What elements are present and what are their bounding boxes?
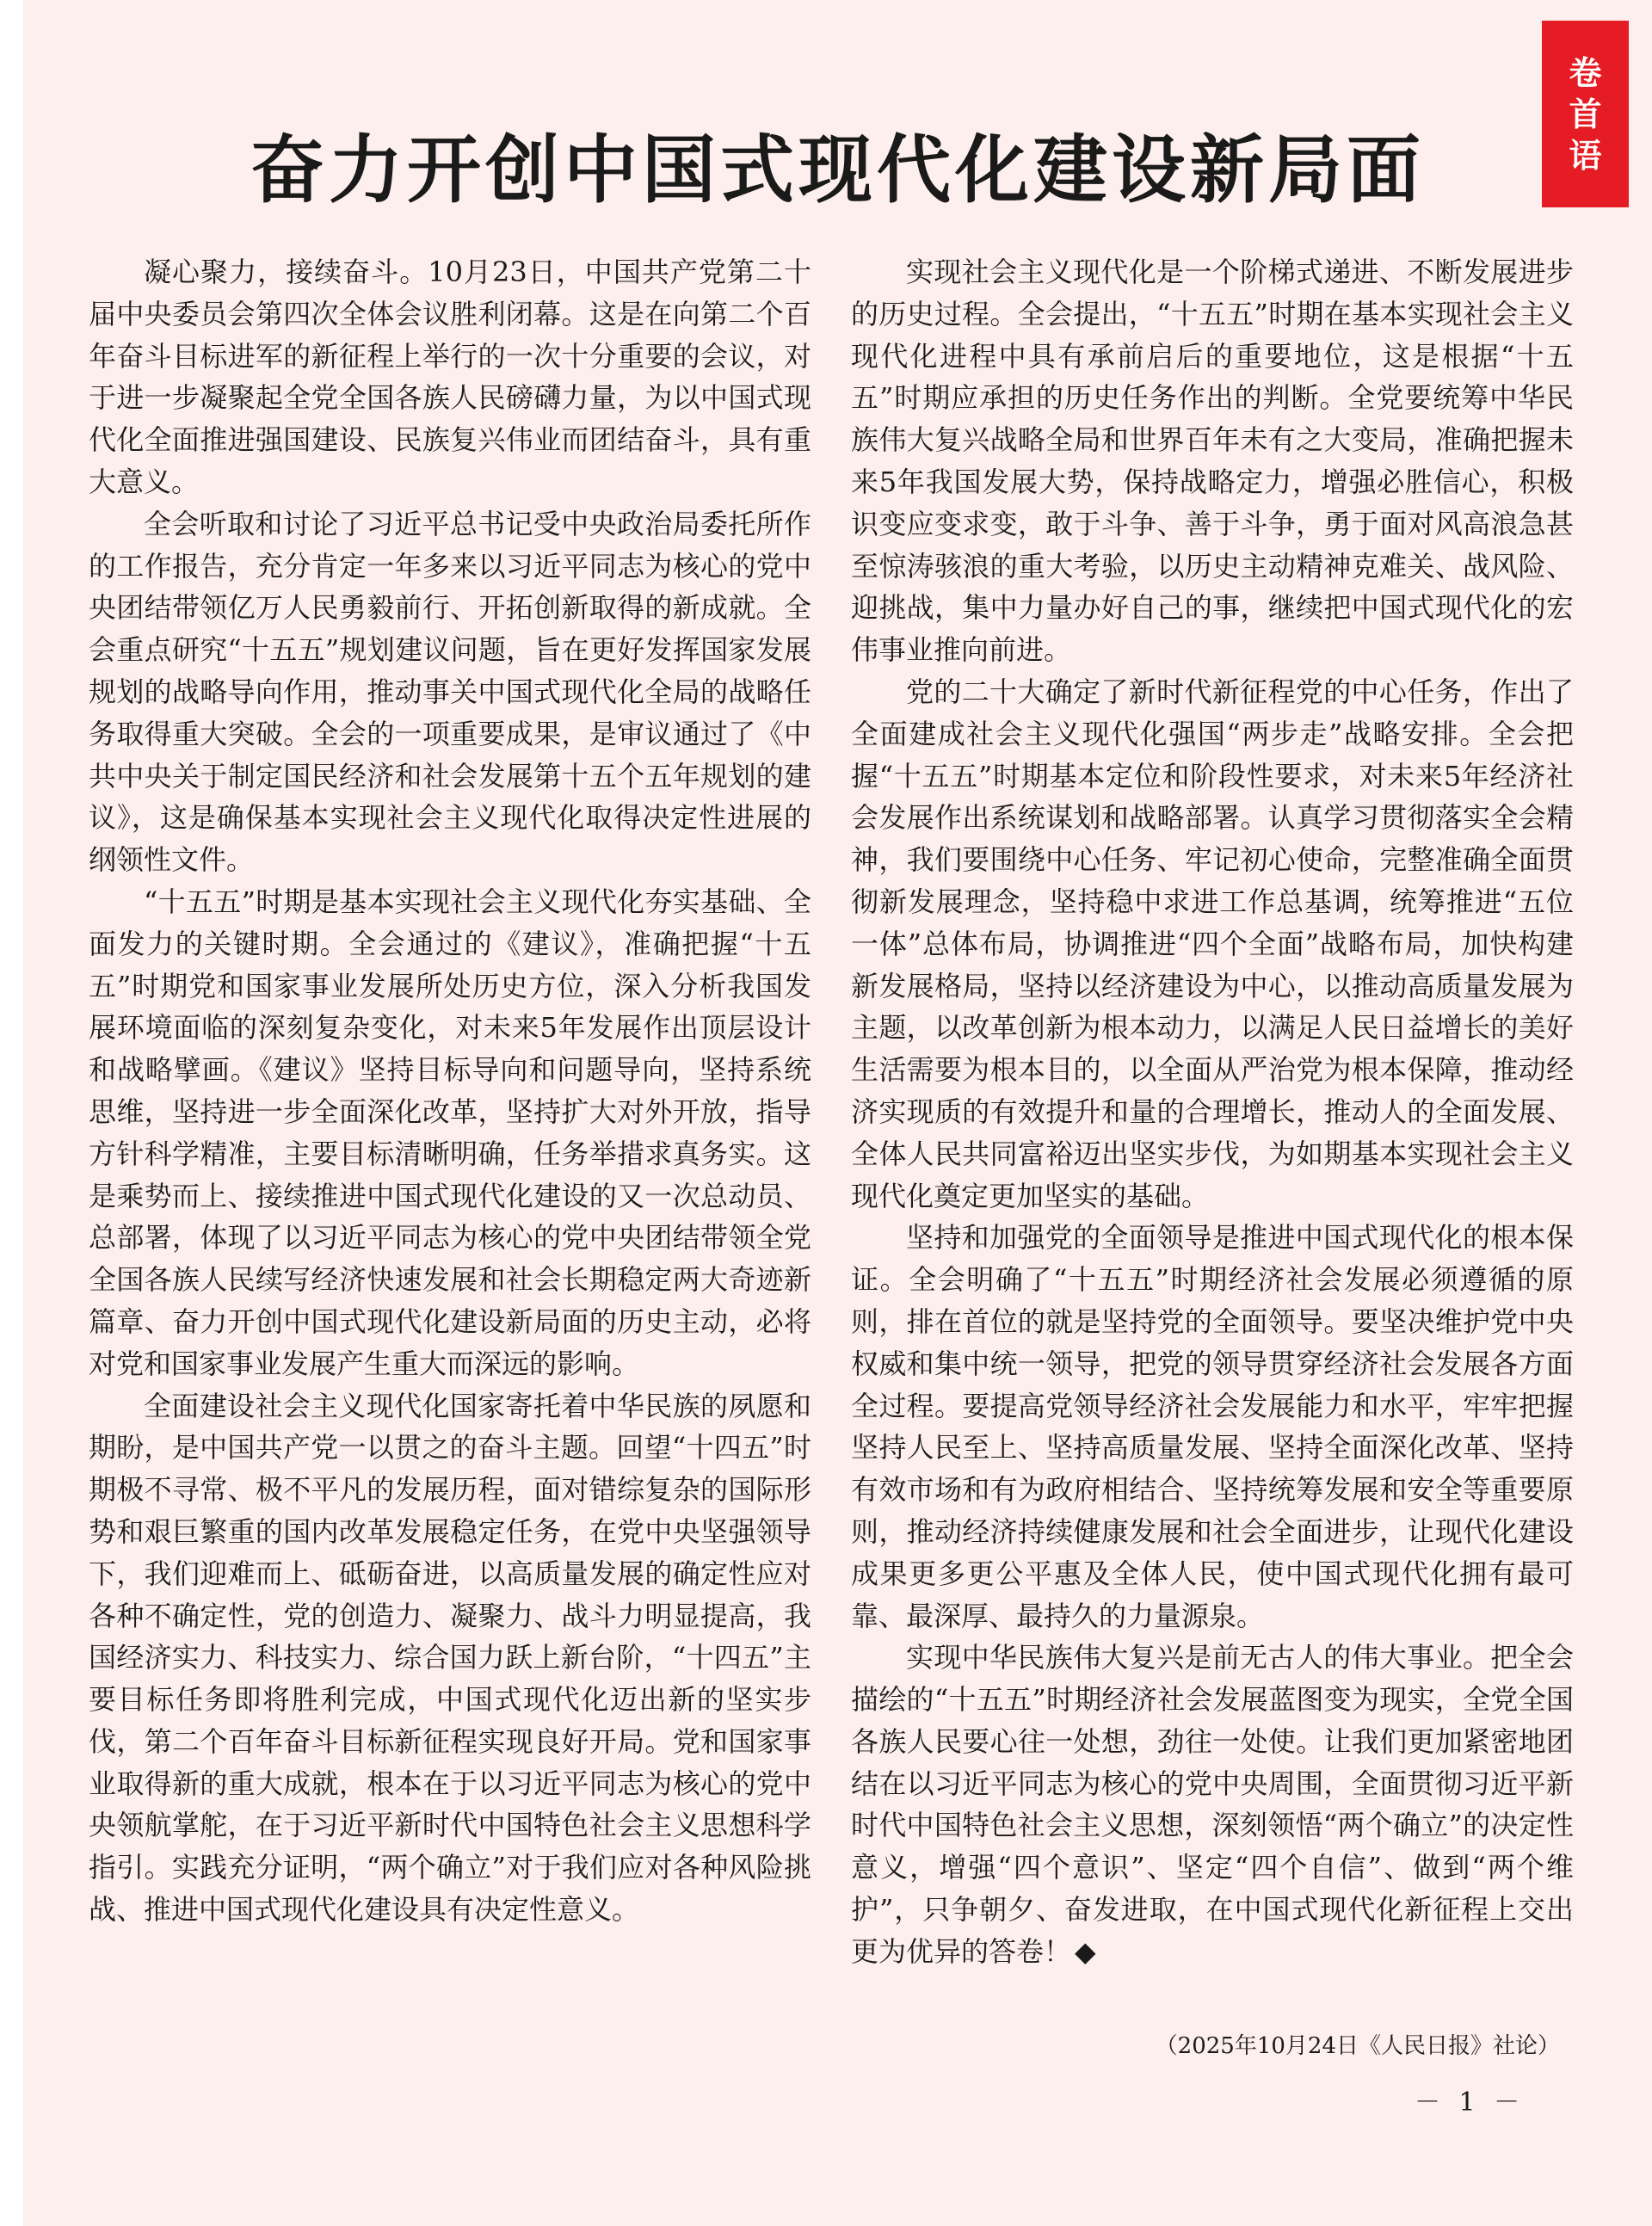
page-title: 奋力开创中国式现代化建设新局面: [250, 127, 1425, 213]
paragraph: 全会听取和讨论了习近平总书记受中央政治局委托所作的工作报告，充分肯定一年多来以习近平同志为核心的党中央团结带领亿万人民勇毅前行、开拓创新取得的新成就。全会重点研究“十五五”规划建议问题，旨在更好发挥国家发展规划的战略导向作用，推动事关中国式现代化全局的战略任务取得重大突破。全会的一项重要成果，是审议通过了《中共中央关于制定国民经济和社会发展第十五个五年规划的建议》，这是确保基本实现社会主义现代化取得决定性进展的纲领性文件。: [89, 507, 811, 877]
paragraph: “十五五”时期是基本实现社会主义现代化夯实基础、全面发力的关键时期。全会通过的《建议》，准确把握“十五五”时期党和国家事业发展所处历史方位，深入分析我国发展环境面临的深刻复杂变化，对未来5年发展作出顶层设计和战略擘画。《建议》坚持目标导向和问题导向，坚持系统思维，坚持进一步全面深化改革，坚持扩大对外开放，指导方针科学精准，主要目标清晰明确，任务举措求真务实。这是乘势而上、接续推进中国式现代化建设的又一次总动员、总部署，体现了以习近平同志为核心的党中央团结带领全党全国各族人民续写经济快速发展和社会长期稳定两大奇迹新篇章、奋力开创中国式现代化建设新局面的历史主动，必将对党和国家事业发展产生重大而深远的影响。: [89, 885, 811, 1380]
end-mark-icon: ◆: [1075, 1934, 1096, 1968]
paragraph-text: 实现中华民族伟大复兴是前无古人的伟大事业。把全会描绘的“十五五”时期经济社会发展蓝图变为现实，全党全国各族人民要心往一处想，劲往一处使。让我们更加紧密地团结在以习近平同志为核心的党中央周围，全面贯彻习近平新时代中国特色社会主义思想，深刻领悟“两个确立”的决定性意义，增强“四个意识”、坚定“四个自信”、做到“两个维护”，只争朝夕、奋发进取，在中国式现代化新征程上交出更为优异的答卷！: [851, 1641, 1574, 1968]
paragraph: 凝心聚力，接续奋斗。10月23日，中国共产党第二十届中央委员会第四次全体会议胜利闭幕。这是在向第二个百年奋斗目标进军的新征程上举行的一次十分重要的会议，对于进一步凝聚起全党全国各族人民磅礴力量，为以中国式现代化全面推进强国建设、民族复兴伟业而团结奋斗，具有重大意义。: [89, 256, 811, 498]
page-number: － 1 －: [1415, 2087, 1526, 2118]
paragraph: 坚持和加强党的全面领导是推进中国式现代化的根本保证。全会明确了“十五五”时期经济社会发展必须遵循的原则，排在首位的就是坚持党的全面领导。要坚决维护党中央权威和集中统一领导，把党的领导贯穿经济社会发展各方面全过程。要提高党领导经济社会发展能力和水平，牢牢把握坚持人民至上、坚持高质量发展、坚持全面深化改革、坚持有效市场和有为政府相结合、坚持统筹发展和安全等重要原则，推动经济持续健康发展和社会全面进步，让现代化建设成果更多更公平惠及全体人民，使中国式现代化拥有最可靠、最深厚、最持久的力量源泉。: [851, 1221, 1574, 1632]
source-note: （2025年10月24日《人民日报》社论）: [1155, 2033, 1560, 2059]
section-tab-char: 卷: [1569, 53, 1602, 92]
section-tab-char: 首: [1569, 95, 1602, 133]
paragraph: 实现社会主义现代化是一个阶梯式递进、不断发展进步的历史过程。全会提出，“十五五”时期在基本实现社会主义现代化进程中具有承前启后的重要地位，这是根据“十五五”时期应承担的历史任务作出的判断。全党要统筹中华民族伟大复兴战略全局和世界百年未有之大变局，准确把握未来5年我国发展大势，保持战略定力，增强必胜信心，积极识变应变求变，敢于斗争、善于斗争，勇于面对风高浪急甚至惊涛骇浪的重大考验，以历史主动精神克难关、战风险、迎挑战，集中力量办好自己的事，继续把中国式现代化的宏伟事业推向前进。: [851, 256, 1574, 667]
paragraph-last: [851, 1637, 1574, 1972]
magazine-page: [23, 0, 1652, 2226]
paragraph: 党的二十大确定了新时代新征程党的中心任务，作出了全面建成社会主义现代化强国“两步走”战略安排。全会把握“十五五”时期基本定位和阶段性要求，对未来5年经济社会发展作出系统谋划和战略部署。认真学习贯彻落实全会精神，我们要围绕中心任务、牢记初心使命，完整准确全面贯彻新发展理念，坚持稳中求进工作总基调，统筹推进“五位一体”总体布局，协调推进“四个全面”战略布局，加快构建新发展格局，坚持以经济建设为中心，以推动高质量发展为主题，以改革创新为根本动力，以满足人民日益增长的美好生活需要为根本目的，以全面从严治党为根本保障，推动经济实现质的有效提升和量的合理增长，推动人的全面发展、全体人民共同富裕迈出坚实步伐，为如期基本实现社会主义现代化奠定更加坚实的基础。: [851, 675, 1574, 1212]
right-column: [851, 251, 1574, 1973]
left-column: [89, 251, 811, 1931]
paragraph: 全面建设社会主义现代化国家寄托着中华民族的夙愿和期盼，是中国共产党一以贯之的奋斗主题。回望“十四五”时期极不寻常、极不平凡的发展历程，面对错综复杂的国际形势和艰巨繁重的国内改革发展稳定任务，在党中央坚强领导下，我们迎难而上、砥砺奋进，以高质量发展的确定性应对各种不确定性，党的创造力、凝聚力、战斗力明显提高，我国经济实力、科技实力、综合国力跃上新台阶，“十四五”主要目标任务即将胜利完成，中国式现代化迈出新的坚实步伐，第二个百年奋斗目标新征程实现良好开局。党和国家事业取得新的重大成就，根本在于以习近平同志为核心的党中央领航掌舵，在于习近平新时代中国特色社会主义思想科学指引。实践充分证明，“两个确立”对于我们应对各种风险挑战、推进中国式现代化建设具有决定性意义。: [89, 1389, 811, 1927]
section-tab-char: 语: [1569, 136, 1602, 175]
